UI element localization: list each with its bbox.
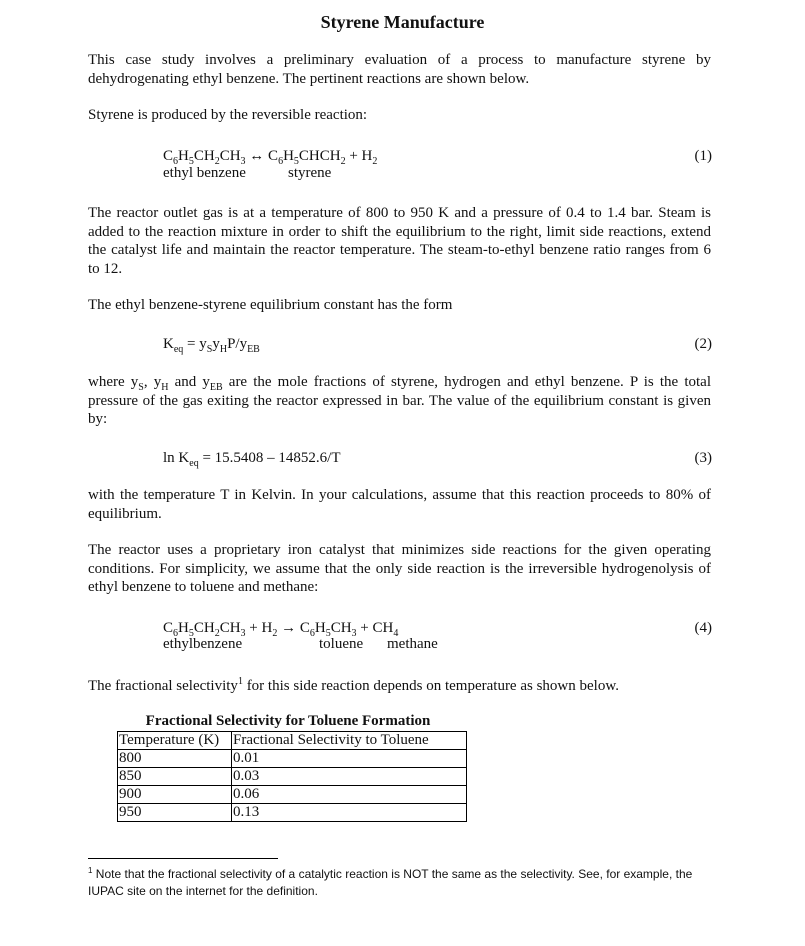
equation-4-label-ethylbenzene: ethylbenzene: [163, 636, 243, 652]
equation-3-formula: $\ln K_{eq} = 15.5408 - 14852.6/T$: [163, 450, 341, 469]
equation-4-label-toluene: toluene: [319, 636, 364, 652]
footnote-text: Note that the fractional selectivity of a catalytic reaction is NOT the same as the selectivity. See, for example, the IUPAC site on the internet for the definition.: [88, 867, 693, 898]
document-title: Styrene Manufacture: [320, 12, 485, 32]
footnote-mark: 1: [88, 866, 93, 875]
table-title: Fractional Selectivity for Toluene Formation: [145, 713, 431, 729]
equation-4-formula: $C_6H_5CH_2CH_3 + H_2 \to C_6H_5CH_3 + CH_4$: [163, 620, 399, 639]
styrene-intro: Styrene is produced by the reversible reaction:: [88, 107, 368, 123]
equation-4-number: (4): [694, 620, 712, 636]
equation-4-label-methane: methane: [387, 636, 438, 652]
table-cell-temperature: 800: [118, 750, 232, 768]
equation-1-label-styrene: styrene: [288, 165, 332, 181]
table-cell-temperature: 950: [118, 804, 232, 822]
equation-1-formula: $C_6H_5CH_2CH_3$ ↔ $C_6H_5CHCH_2 + H_2$: [163, 148, 378, 167]
equilibrium-intro: The ethyl benzene-styrene equilibrium constant has the form: [88, 297, 453, 313]
footnote-reference[interactable]: 1: [237, 676, 243, 687]
table-header-temperature: Temperature (K): [118, 732, 232, 750]
equation-2-formula: $K_{eq} = y_Sy_HP/y_{EB}$: [163, 336, 260, 355]
footnote: [88, 866, 718, 900]
equation-3-number: (3): [694, 450, 712, 466]
table-cell-temperature: 900: [118, 786, 232, 804]
equation-2: [163, 335, 712, 354]
table-row: [118, 768, 467, 786]
equation-4: [163, 619, 712, 638]
table-cell-selectivity: 0.03: [232, 768, 467, 786]
footnote-divider: [88, 858, 278, 859]
table-row: [118, 786, 467, 804]
reactor-paragraph: The reactor outlet gas is at a temperature of 800 to 950 K and a pressure of 0.4 to 1.4 bar. Steam is added to the reaction mixture in order to shift the equilibrium to the right, limit side reactions, extend the catalyst life and maintain the reactor temperature. The steam-to-ethyl benzene ratio ranges from 6 to 12.: [88, 205, 711, 277]
catalyst-paragraph: The reactor uses a proprietary iron catalyst that minimizes side reactions for the given operating conditions. For simplicity, we assume that the only side reaction is the irreversible hydrogenolysis of ethyl benzene to toluene and methane:: [88, 542, 711, 595]
table-row: [118, 804, 467, 822]
equation-2-number: (2): [694, 336, 712, 352]
table-cell-selectivity: 0.01: [232, 750, 467, 768]
table-header-selectivity: Fractional Selectivity to Toluene: [232, 732, 467, 750]
equation-1: [163, 147, 712, 166]
table-cell-temperature: 850: [118, 768, 232, 786]
equation-3: [163, 449, 712, 468]
table-cell-selectivity: 0.06: [232, 786, 467, 804]
table-cell-selectivity: 0.13: [232, 804, 467, 822]
selectivity-paragraph: The fractional selectivity$^1$ for this side reaction depends on temperature as shown below.: [88, 676, 619, 694]
temperature-paragraph: with the temperature T in Kelvin. In your calculations, assume that this reaction proceeds to 80% of equilibrium.: [88, 487, 711, 522]
where-paragraph: where $y_S$, $y_H$ and $y_{EB}$ are the mole fractions of styrene, hydrogen and ethyl benzene. P is the total pressure of the gas exiting the reactor expressed in bar. The value of the equilibrium constant is given by:: [88, 374, 711, 427]
intro-paragraph: This case study involves a preliminary evaluation of a process to manufacture styrene by dehydrogenating ethyl benzene. The pertinent reactions are shown below.: [88, 52, 711, 87]
selectivity-table: [117, 731, 467, 822]
table-header-row: [118, 732, 467, 750]
equation-1-number: (1): [694, 148, 712, 164]
table-row: [118, 750, 467, 768]
equation-1-label-ethylbenzene: ethyl benzene: [163, 165, 246, 181]
